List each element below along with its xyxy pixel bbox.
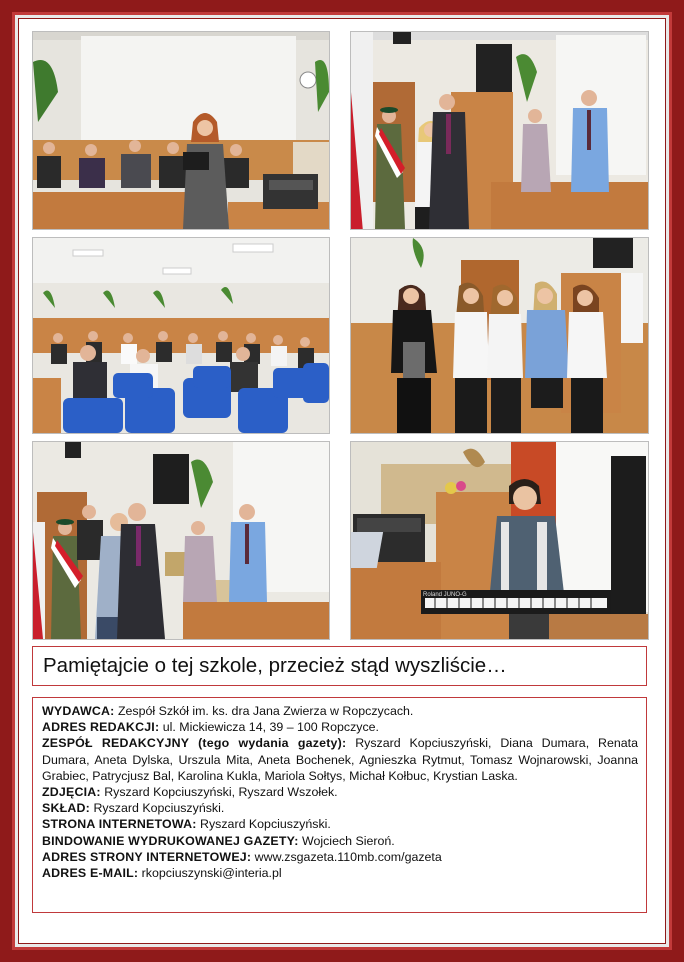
keyboard-brand-text: Roland JUNO-G xyxy=(423,592,467,598)
photo-keyboard-player xyxy=(351,442,648,639)
photo-woman-reading xyxy=(33,32,329,229)
imprint-team: ZESPÓŁ REDAKCYJNY (tego wydania gazety): Ryszard Kopciuszyński, Diana Dumara, Renata Dumara, Aneta Dylska, Urszula Mita, Aneta Bochenek, Agnieszka Rytmut, Tomasz Wojnarowski, Joanna Grabiec, Patrycjusz Bal, Karolina Kukla, Mariola Sołtys, Michał Kołbuc, Krystian Laska. xyxy=(42,736,638,783)
imprint-layout: SKŁAD: Ryszard Kopciuszyński. xyxy=(42,801,225,816)
website-link[interactable]: www.zsgazeta.110mb.com/gazeta xyxy=(254,849,442,864)
slogan: Pamiętajcie o tej szkole, przecież stąd wyszliście… xyxy=(32,646,647,686)
photo-presentation-with-flag xyxy=(351,32,648,229)
imprint-address: ADRES REDAKCJI: ul. Mickiewicza 14, 39 – 100 Ropczyce. xyxy=(42,720,379,735)
photo-singers xyxy=(351,238,648,433)
email-link[interactable]: rkopciuszynski@interia.pl xyxy=(141,866,282,881)
imprint-box xyxy=(32,697,647,913)
imprint-website: STRONA INTERNETOWA: Ryszard Kopciuszyński. xyxy=(42,817,331,832)
imprint-binding: BINDOWANIE WYDRUKOWANEJ GAZETY: Wojciech Sieroń. xyxy=(42,833,395,848)
imprint-photos: ZDJĘCIA: Ryszard Kopciuszyński, Ryszard Wszołek. xyxy=(42,785,338,800)
imprint-email: ADRES E-MAIL: rkopciuszynski@interia.pl xyxy=(42,866,282,881)
imprint-publisher: WYDAWCA: Zespół Szkół im. ks. dra Jana Zwierza w Ropczycach. xyxy=(42,704,414,718)
imprint-url: ADRES STRONY INTERNETOWEJ: www.zsgazeta.110mb.com/gazeta xyxy=(42,849,442,864)
photo-audience xyxy=(33,238,329,433)
photo-award xyxy=(33,442,329,639)
